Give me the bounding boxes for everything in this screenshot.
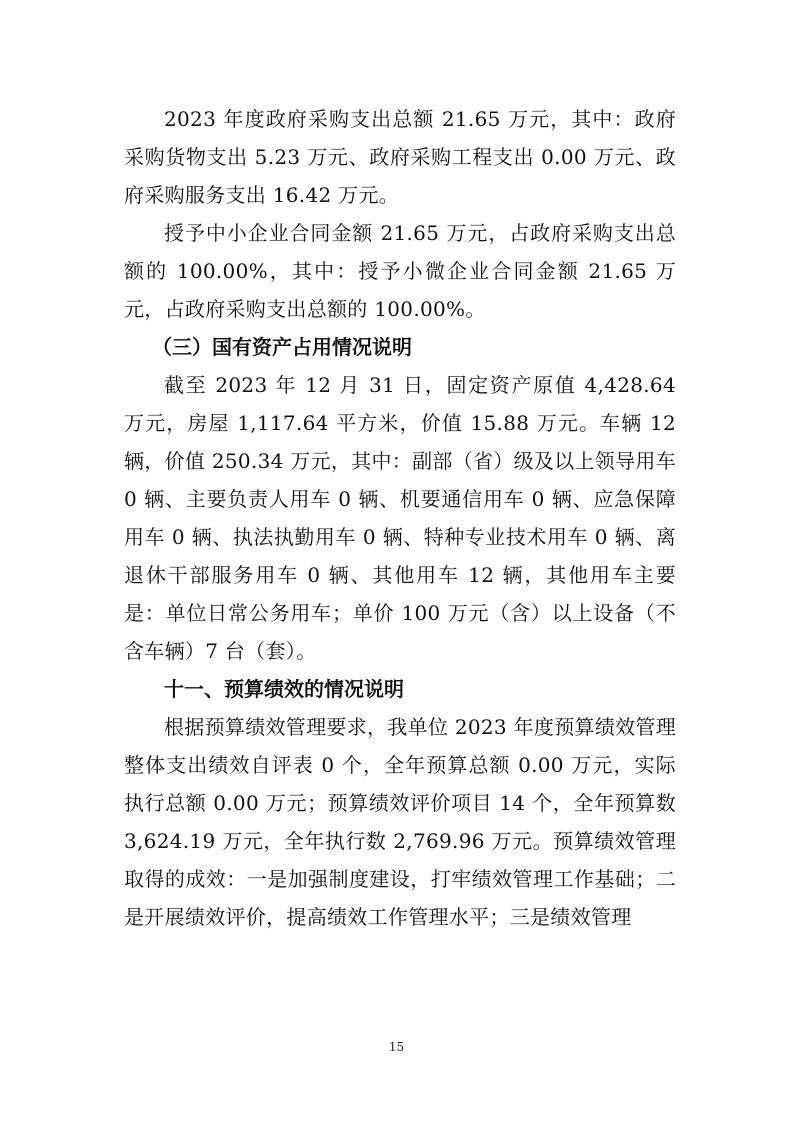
paragraph-state-assets: 截至 2023 年 12 月 31 日，固定资产原值 4,428.64 万元，房屋 1,117.64 平方米，价值 15.88 万元。车辆 12 辆，价值 250.34 万元，其中：副部（省）级及以上领导用车 0 辆、主要负责人用车 0 辆、机要通信用车 0 辆、应急保障用车 0 辆、执法执勤用车 0 辆、特种专业技术用车 0 辆、离退休干部服务用车 0 辆、其他用车 12 辆，其他用车主要是：单位日常公务用车；单价 100 万元（含）以上设备（不含车辆）7 台（套）。	[124, 373, 676, 663]
paragraph-budget-performance: 根据预算绩效管理要求，我单位 2023 年度预算绩效管理整体支出绩效自评表 0 个，全年预算总额 0.00 万元，实际执行总额 0.00 万元；预算绩效评价项目 14 个，全年预算数 3,624.19 万元，全年执行数 2,769.96 万元。预算绩效管理取得的成效：一是加强制度建设，打牢绩效管理工作基础；二是开展绩效评价，提高绩效工作管理水平；三是绩效管理	[124, 715, 677, 929]
document-body	[124, 100, 676, 936]
section-heading-budget-performance: 十一、预算绩效的情况说明	[164, 677, 404, 701]
paragraph-procurement-total: 2023 年度政府采购支出总额 21.65 万元，其中：政府采购货物支出 5.23 万元、政府采购工程支出 0.00 万元、政府采购服务支出 16.42 万元。	[124, 107, 676, 207]
paragraph-sme-contracts: 授予中小企业合同金额 21.65 万元，占政府采购支出总额的 100.00%，其中：授予小微企业合同金额 21.65 万元，占政府采购支出总额的 100.00%。	[124, 221, 676, 321]
section-heading-state-assets: （三）国有资产占用情况说明	[152, 335, 412, 359]
page-number: 15	[388, 1040, 405, 1054]
